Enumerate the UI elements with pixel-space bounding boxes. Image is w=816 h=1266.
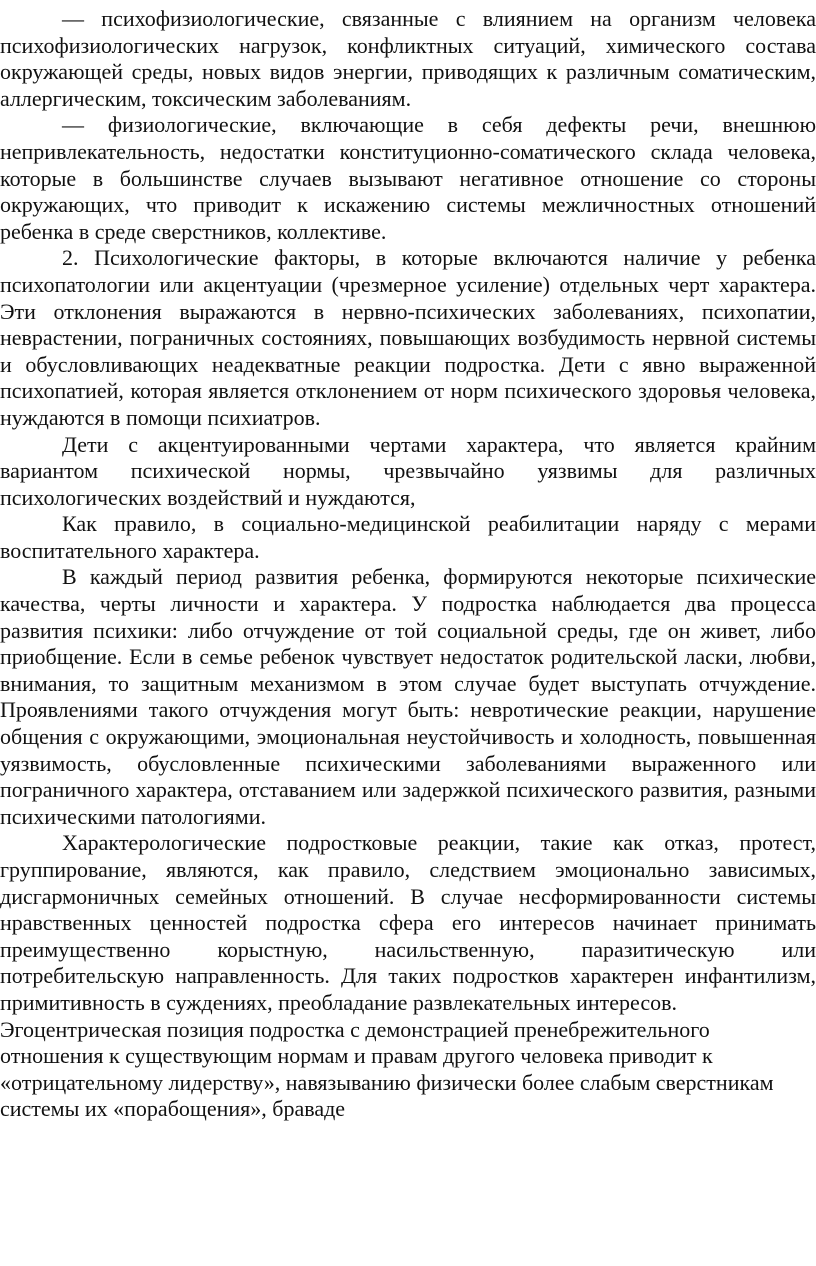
paragraph-psychological-factors: 2. Психологические факторы, в которые включаются наличие у ребенка психопатологии или акцентуации (чрезмерное усиление) отдельных черт характера. Эти отклонения выражаются в нервно-психических заболеваниях, психопатии, неврастении, пограничных состояниях, повышающих возбудимость нервной системы и обусловливающих неадекватные реакции подростка. Дети с явно выраженной психопатией, которая является отклонением от норм психического здоровья человека, нуждаются в помощи психиатров. <box>0 245 816 430</box>
paragraph-accentuated-traits: Дети с акцентуированными чертами характера, что является крайним вариантом психической нормы, чрезвычайно уязвимы для различных психологических воздействий и нуждаются, <box>0 431 816 510</box>
paragraph-physiological: — физиологические, включающие в себя дефекты речи, внешнюю непривлекательность, недостатки конституционно-соматического склада человека, которые в большинстве случаев вызывают негативное отношение со стороны окружающих, что приводит к искажению системы межличностных отношений ребенка в среде сверстников, коллективе. <box>0 112 816 244</box>
paragraph-psychophysiological: — психофизиологические, связанные с влиянием на организм человека психофизиологических нагрузок, конфликтных ситуаций, химического состава окружающей среды, новых видов энергии, приводящих к различным соматическим, аллергическим, токсическим заболеваниям. <box>0 6 816 111</box>
paragraph-characterological-reactions: Характерологические подростковые реакции, такие как отказ, протест, группирование, являются, как правило, следствием эмоционально зависимых, дисгармоничных семейных отношений. В случае несформированности системы нравственных ценностей подростка сфера его интересов начинает принимать преимущественно корыстную, насильственную, паразитическую или потребительскую направленность. Для таких подростков характерен инфантилизм, примитивность в суждениях, преобладание развлекательных интересов. <box>0 830 816 1015</box>
paragraph-development-period: В каждый период развития ребенка, формируются некоторые психические качества, черты личности и характера. У подростка наблюдается два процесса развития психики: либо отчуждение от той социальной среды, где он живет, либо приобщение. Если в семье ребенок чувствует недостаток родительской ласки, любви, внимания, то защитным механизмом в этом случае будет выступать отчуждение. Проявлениями такого отчуждения могут быть: невротические реакции, нарушение общения с окружающими, эмоциональная неустойчивость и холодность, повышенная уязвимость, обусловленные психическими заболеваниями выраженного или пограничного характера, отставанием или задержкой психического развития, разными психическими патологиями. <box>0 564 816 829</box>
paragraph-egocentric-position: Эгоцентрическая позиция подростка с демонстрацией пренебрежительного отношения к существующим нормам и правам другого человека приводит к «отрицательному лидерству», навязыванию физически более слабым сверстникам системы их «порабощения», браваде <box>0 1016 774 1122</box>
paragraph-rehabilitation: Как правило, в социально-медицинской реабилитации наряду с мерами воспитательного характера. <box>0 511 816 563</box>
